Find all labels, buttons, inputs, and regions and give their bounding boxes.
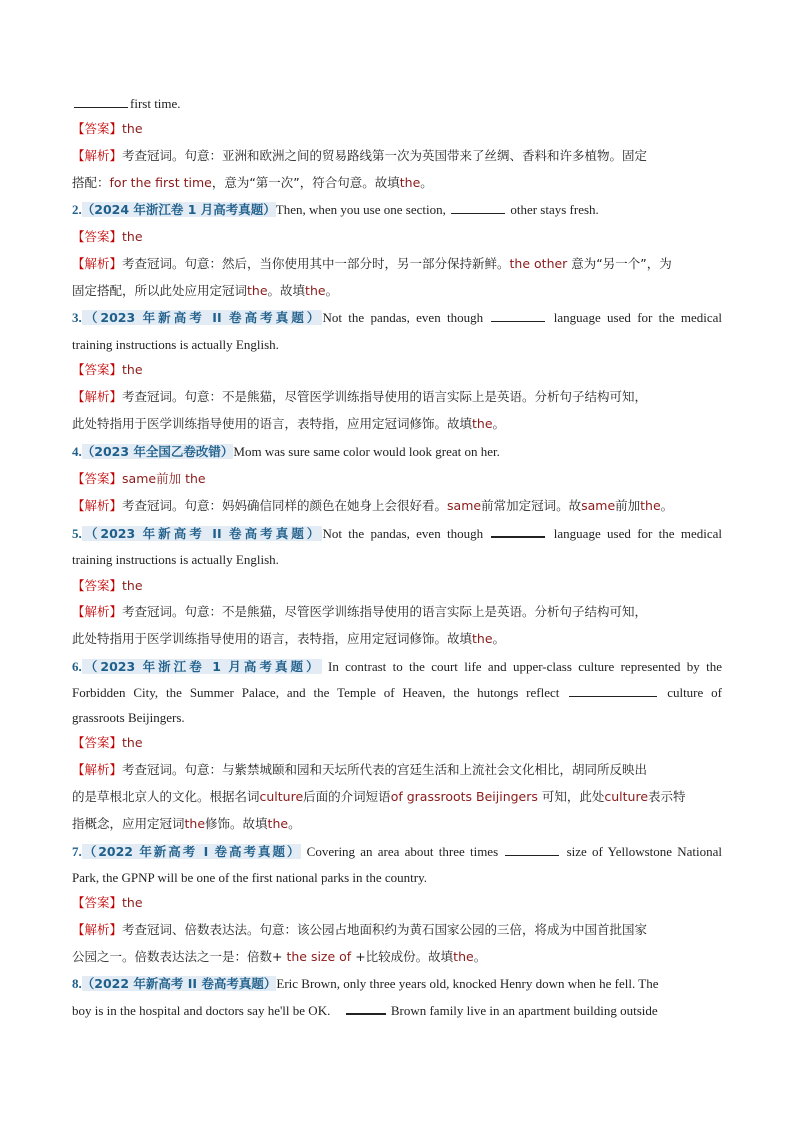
q6-analysis-line3: 指概念，应用定冠词the修饰。故填the。 (72, 816, 301, 831)
q1-analysis-line2: 搭配：for the first time，意为“第一次”，符合句意。故填the。 (72, 175, 433, 190)
q5-answer: 【答案】the (72, 578, 143, 593)
answer-blank (451, 202, 505, 214)
q8-question-line2: boy is in the hospital and doctors say he'll be OK. Brown family live in an apartment building outside (72, 1003, 658, 1018)
q2-answer: 【答案】the (72, 229, 143, 244)
q2-analysis-line2: 固定搭配，所以此处应用定冠词the。故填the。 (72, 283, 339, 298)
answer-blank (505, 844, 559, 856)
q6-question-line1: 6.（2023 年浙江卷 1 月高考真题） In contrast to the court life and upper-class culture represented by the (72, 659, 722, 674)
q7-question-line2: Park, the GPNP will be one of the first national parks in the country. (72, 870, 428, 885)
answer-blank (569, 685, 657, 697)
q4-analysis: 【解析】考查冠词。句意：妈妈确信同样的颜色在她身上会很好看。same前常加定冠词。故same前加the。 (72, 498, 674, 513)
q5-question-line1: 5.（2023 年新高考 II 卷高考真题）Not the pandas, even though language used for the medical (72, 526, 723, 541)
q3-answer: 【答案】the (72, 362, 143, 377)
answer-blank (74, 96, 128, 108)
q5-analysis-line2: 此处特指用于医学训练指导使用的语言，表特指，应用定冠词修饰。故填the。 (72, 631, 506, 646)
q3-analysis-line2: 此处特指用于医学训练指导使用的语言，表特指，应用定冠词修饰。故填the。 (72, 416, 506, 431)
q6-analysis-line2: 的是草根北京人的文化。根据名词culture后面的介词短语of grassroots Beijingers 可知，此处culture表示特 (72, 789, 686, 804)
q1-answer: 【答案】the (72, 121, 143, 136)
q6-question-line2: Forbidden City, the Summer Palace, and the Temple of Heaven, the hutongs reflect culture of (72, 685, 723, 700)
q7-question-line1: 7.（2022 年新高考 I 卷高考真题） Covering an area about three times size of Yellowstone National (72, 844, 723, 859)
q1-tail: first time. (72, 96, 722, 112)
q4-question: 4.（2023 年全国乙卷改错）Mom was sure same color would look great on her. (72, 444, 500, 459)
q3-question-line1: 3.（2023 年新高考 II 卷高考真题）Not the pandas, even though language used for the medical (72, 310, 723, 325)
answer-blank (491, 525, 545, 538)
q6-analysis-line1: 【解析】考查冠词。句意：与紫禁城颐和园和天坛所代表的宫廷生活和上流社会文化相比，胡同所反映出 (72, 762, 648, 777)
q7-analysis-line1: 【解析】考查冠词、倍数表达法。句意：该公园占地面积约为黄石国家公园的三倍，将成为中国首批国家 (72, 922, 648, 937)
q3-question-line2: training instructions is actually English. (72, 337, 279, 352)
q5-analysis-line1: 【解析】考查冠词。句意：不是熊猫，尽管医学训练指导使用的语言实际上是英语。分析句子结构可知， (72, 604, 648, 619)
q8-question-line1: 8.（2022 年新高考 II 卷高考真题）Eric Brown, only three years old, knocked Henry down when he fell. The (72, 976, 659, 991)
q5-question-line2: training instructions is actually English. (72, 552, 279, 567)
q3-analysis-line1: 【解析】考查冠词。句意：不是熊猫，尽管医学训练指导使用的语言实际上是英语。分析句子结构可知， (72, 389, 648, 404)
q6-answer: 【答案】the (72, 735, 143, 750)
q7-analysis-line2: 公园之一。倍数表达法之一是：倍数+ the size of +比较成份。故填the。 (72, 949, 487, 964)
q2-analysis-line1: 【解析】考查冠词。句意：然后，当你使用其中一部分时，另一部分保持新鲜。the other 意为“另一个”，为 (72, 256, 672, 271)
q7-answer: 【答案】the (72, 895, 143, 910)
q4-answer: 【答案】same前加 the (72, 471, 206, 486)
answer-blank (346, 1002, 386, 1015)
q1-analysis-line1: 【解析】考查冠词。句意：亚洲和欧洲之间的贸易路线第一次为英国带来了丝绸、香料和许多植物。固定 (72, 148, 648, 163)
q6-question-line3: grassroots Beijingers. (72, 710, 185, 725)
q2-question: 2.（2024 年浙江卷 1 月高考真题）Then, when you use one section, other stays fresh. (72, 202, 599, 217)
answer-blank (491, 310, 545, 322)
